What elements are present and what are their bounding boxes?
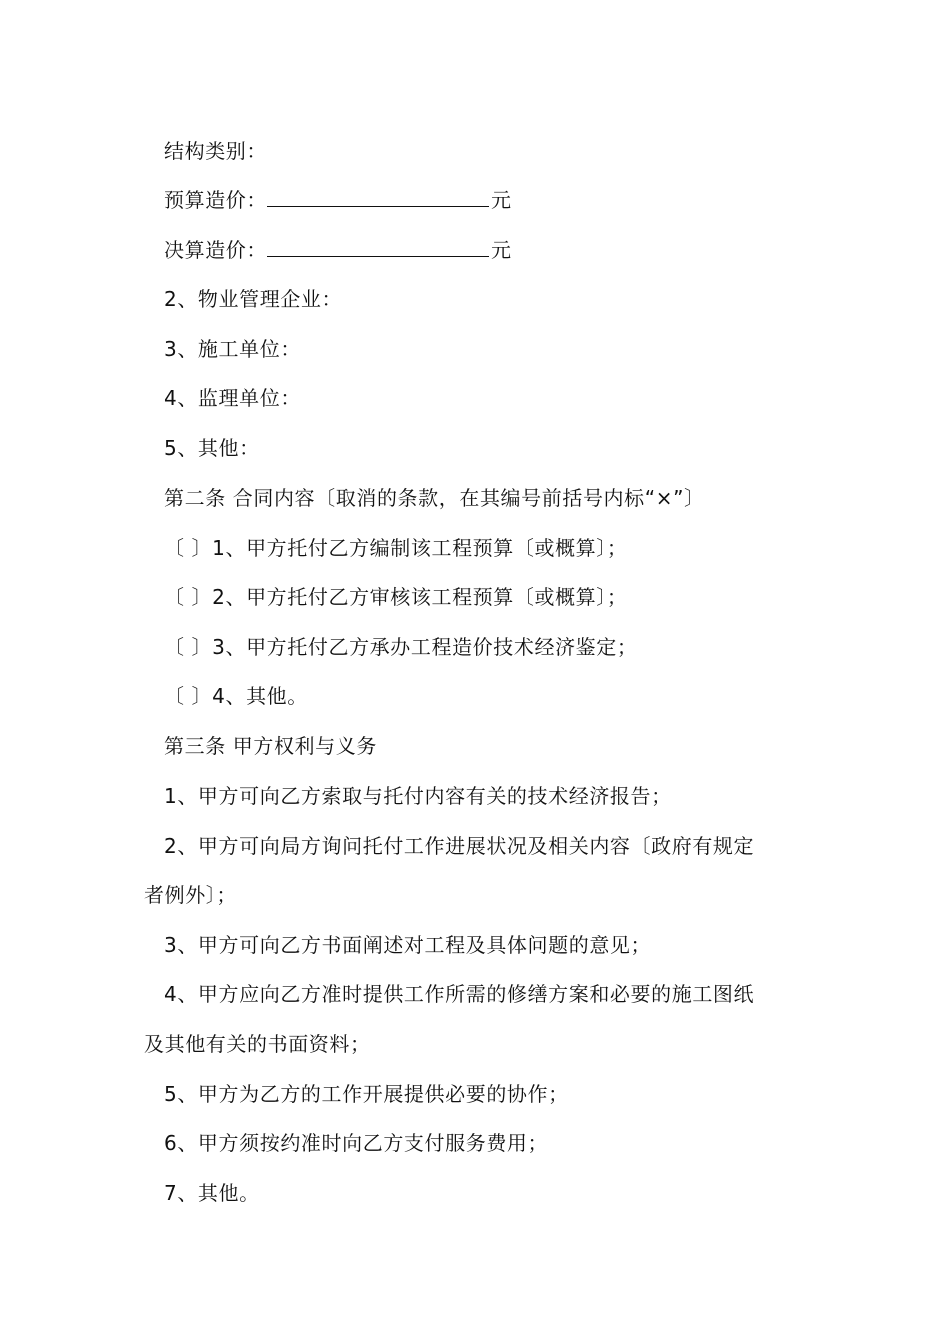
party-a-item-4: 4、甲方应向乙方准时提供工作所需的修缮方案和必要的施工图纸 <box>164 982 755 1006</box>
supervision-unit-line: 4、监理单位： <box>164 386 301 410</box>
structure-type-line: 结构类别： <box>164 139 267 163</box>
budget-cost-line <box>164 187 512 213</box>
party-a-item-7: 7、其他。 <box>164 1181 260 1205</box>
article-two-heading: 第二条 合同内容〔取消的条款，在其编号前括号内标“×”〕 <box>164 486 705 510</box>
final-cost-line <box>164 237 512 263</box>
party-a-item-2-continuation: 者例外〕； <box>144 883 237 907</box>
party-a-item-3: 3、甲方可向乙方书面阐述对工程及具体问题的意见； <box>164 933 652 957</box>
budget-cost-label: 预算造价： <box>164 188 267 212</box>
contract-item-3: 〔 〕3、甲方托付乙方承办工程造价技术经济鉴定； <box>164 635 638 659</box>
party-a-item-1: 1、甲方可向乙方索取与托付内容有关的技术经济报告； <box>164 784 672 808</box>
budget-cost-blank <box>267 188 489 207</box>
other-line: 5、其他： <box>164 436 260 460</box>
final-cost-label: 决算造价： <box>164 238 267 262</box>
article-three-heading: 第三条 甲方权利与义务 <box>164 734 377 758</box>
contract-item-4: 〔 〕4、其他。 <box>164 684 308 708</box>
party-a-item-6: 6、甲方须按约准时向乙方支付服务费用； <box>164 1131 549 1155</box>
final-cost-blank <box>267 238 489 257</box>
party-a-item-5: 5、甲方为乙方的工作开展提供必要的协作； <box>164 1082 569 1106</box>
property-management-line: 2、物业管理企业： <box>164 287 343 311</box>
contract-item-2: 〔 〕2、甲方托付乙方审核该工程预算〔或概算〕； <box>164 585 628 609</box>
construction-unit-line: 3、施工单位： <box>164 337 301 361</box>
party-a-item-2: 2、甲方可向局方询问托付工作进展状况及相关内容〔政府有规定 <box>164 834 755 858</box>
contract-item-1: 〔 〕1、甲方托付乙方编制该工程预算〔或概算〕； <box>164 536 628 560</box>
final-cost-unit: 元 <box>491 238 512 262</box>
budget-cost-unit: 元 <box>491 188 512 212</box>
party-a-item-4-continuation: 及其他有关的书面资料； <box>144 1032 371 1056</box>
